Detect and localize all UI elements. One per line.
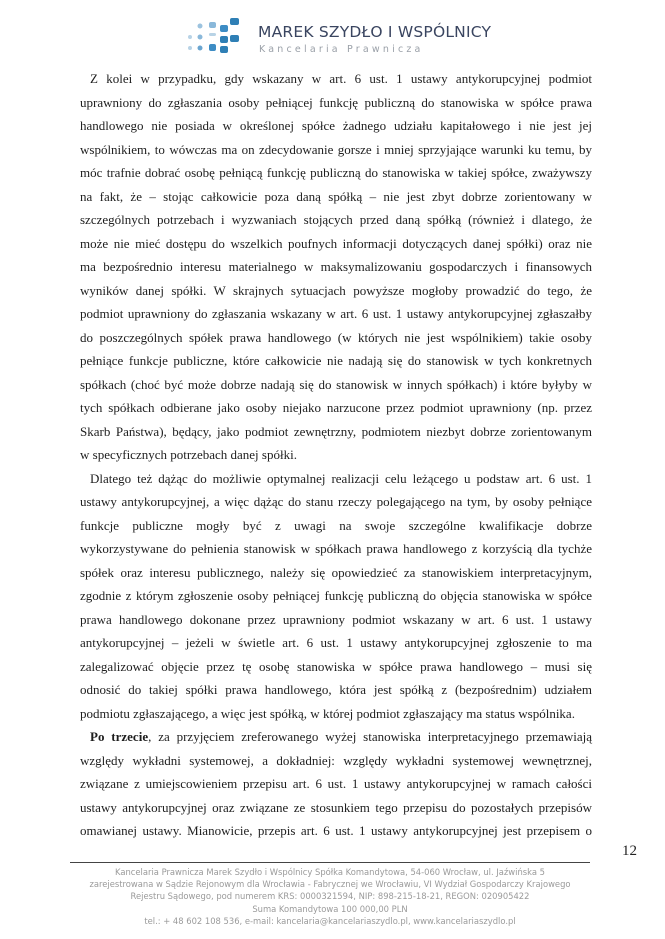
paragraph-line: wyników danej spółki. W skrajnych sytuacjach powyższe mogłoby prowadzić do tego, że xyxy=(80,282,592,298)
paragraph-line: zalegalizować objęcie przez tę osobę stanowiska w spółce prawa handlowego – musi się xyxy=(80,658,592,674)
paragraph-line: Dlatego też dążąc do możliwie optymalnej realizacji celu leżącego u podstaw art. 6 ust. 1 xyxy=(90,470,592,486)
paragraph-line: spółkach (choć być może dobrze nadają się do stanowisk w innych spółkach) i które byłyby w xyxy=(80,376,592,392)
paragraph-line: ma bezpośrednio interesu materialnego w maksymalizowaniu gospodarczych i finansowych xyxy=(80,259,592,274)
paragraph-line: Skarb Państwa), będący, jako podmiot zewnętrzny, podmiotem niezbyt dobrze zorientowanym xyxy=(80,423,592,439)
paragraph-line: podmiotu zgłaszającego, a więc jest spółką, w której podmiot zgłaszający ma status wspólnika. xyxy=(80,705,575,721)
paragraph-line: antykorupcyjnej – jeżeli w świetle art. 6 ust. 1 ustawy antykorupcyjnej zgłoszenie to ma xyxy=(80,635,592,650)
paragraph-line: może nie mieć dostępu do wszelkich poufnych informacji dotyczących danej spółki) oraz nie xyxy=(80,235,592,251)
footer-company-info xyxy=(60,866,600,927)
bold-lead: Po trzecie xyxy=(90,729,149,744)
paragraph-line: wspólnikiem, to wówczas ma on zdecydowanie gorsze i mniej sprzyjające warunki ku temu, by xyxy=(80,141,592,157)
paragraph-line: móc trafnie dobrać osobę pełniącą funkcję publiczną do stanowiska w takiej spółce, zważywszy xyxy=(80,165,592,180)
paragraph-line: zgodnie z którym zgłoszenie osoby pełniącej funkcję publiczną do objęcia stanowiska w spółce xyxy=(80,588,592,603)
footer-line: Rejestru Sądowego, pod numerem KRS: 0000321594, NIP: 898-215-18-21, REGON: 020905422 xyxy=(130,891,530,902)
paragraph-line: szczególnych potrzebach i wyzwaniach stojących przed daną spółką (również i dlatego, że xyxy=(80,212,592,227)
paragraph-line: odnosić do takiej spółki prawa handlowego, która jest spółką z (bezpośrednim) udziałem xyxy=(80,682,592,697)
paragraph-line: prawa handlowego dokonane przez uprawniony podmiot wskazany w art. 6 ust. 1 ustawy xyxy=(80,611,592,627)
paragraph-line: ustawy antykorupcyjnej, a więc dążąc do stanu rzeczy polegającego na tym, by osoby pełniące xyxy=(80,494,592,509)
paragraph-line: podmiot uprawniony do zgłaszania wskazany w art. 6 ust. 1 ustawy antykorupcyjnej zgłaszałby xyxy=(80,306,592,321)
firm-subtitle: Kancelaria Prawnicza xyxy=(259,44,424,55)
paragraph-line: uprawniony do zgłaszania osoby pełniącej funkcję publiczną do stanowiska w spółce prawa xyxy=(80,94,592,110)
firm-name: MAREK SZYDŁO I WSPÓLNICY xyxy=(258,23,492,41)
paragraph-line: tych spółkach odbierane jako osoby niejako narzucone przez podmiot uprawniony (np. przez xyxy=(80,400,592,415)
paragraph-line: wykorzystywane do pełnienia stanowisk w spółkach prawa handlowego z korzyścią dla tychże xyxy=(80,541,592,556)
paragraph-line xyxy=(80,725,592,749)
paragraph-line: do poszczególnych spółek prawa handlowego (w których nie jest wspólnikiem) takie osoby xyxy=(80,329,592,345)
footer-line: Suma Komandytowa 100 000,00 PLN xyxy=(252,903,408,914)
paragraph-line: na fakt, że – stojąc całkowicie poza daną spółką – nie jest zbyt dobrze zorientowany w xyxy=(80,188,592,204)
paragraph-line: funkcje publiczne mogły być z uwagi na swoje szczególne kwalifikacje dobrze xyxy=(80,517,592,533)
line-rest: , za przyjęciem zreferowanego wyżej stanowiska interpretacyjnego przemawiają xyxy=(148,729,592,744)
document-body xyxy=(80,67,592,843)
page-number: 12 xyxy=(622,843,637,859)
paragraph-line: pełniące funkcje publiczne, które całkowicie nie nadają się do stanowisk w tych konkretnych xyxy=(80,353,592,368)
paragraph-line: w specyficznych potrzebach danej spółki. xyxy=(80,447,297,462)
paragraph-line: spółek oraz interesu publicznego, należy się opowiedzieć za stanowiskiem interpretacyjnym, xyxy=(80,564,592,580)
footer-line: zarejestrowana w Sądzie Rejonowym dla Wrocławia - Fabrycznej we Wrocławiu, VI Wydział Gospodarczy Krajowego xyxy=(89,879,571,890)
paragraph-line: Z kolei w przypadku, gdy wskazany w art. 6 ust. 1 ustawy antykorupcyjnej podmiot xyxy=(90,71,592,86)
paragraph-line: omawianej ustawy. Mianowicie, przepis art. 6 ust. 1 ustawy antykorupcyjnej jest przepisem o xyxy=(80,823,592,838)
paragraph-line: handlowego nie posiada w określonej spółce żadnego udziału kapitałowego i nie jest jej xyxy=(80,118,592,133)
paragraph-line: względy wykładni systemowej, a dokładniej: względy wykładni systemowej wewnętrznej, xyxy=(80,752,592,768)
footer-divider xyxy=(70,862,590,863)
firm-logo-icon xyxy=(186,18,246,54)
paragraph-line: związane z umiejscowieniem przepisu art. 6 ust. 1 ustawy antykorupcyjnej w ramach całości xyxy=(80,776,592,791)
paragraph-line: ustawy antykorupcyjnej oraz związane ze stosunkiem tego przepisu do pozostałych przepisów xyxy=(80,799,592,815)
footer-line: Kancelaria Prawnicza Marek Szydło i Wspólnicy Spółka Komandytowa, 54-060 Wrocław, ul. Jaźwińska 5 xyxy=(115,867,545,877)
footer-line: tel.: + 48 602 108 536, e-mail: kancelaria@kancelariaszydlo.pl, www.kancelariaszydlo.pl xyxy=(144,915,516,926)
